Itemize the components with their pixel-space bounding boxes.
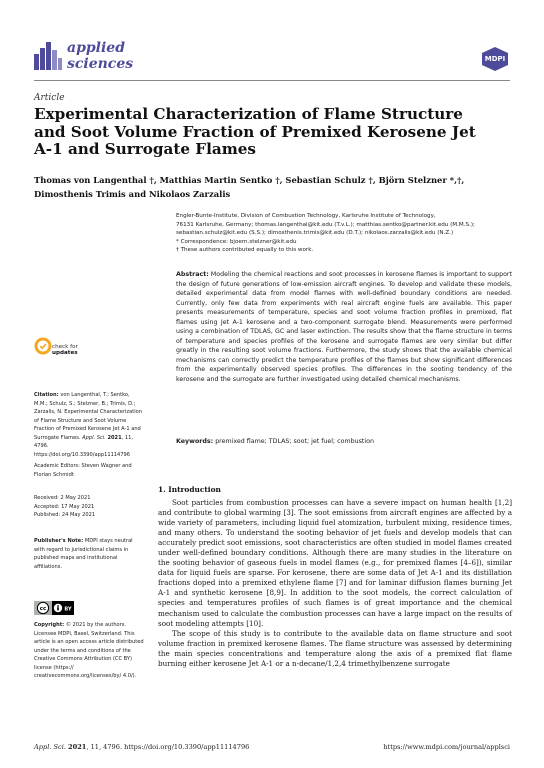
footer-citation [34, 743, 249, 751]
abstract-text: Modeling the chemical reactions and soot processes in kerosene flames is important to support the design of future generations of low-emission aircraft engines. To develop and validate these models, detailed experimental data from model flames with well-defined boundary conditions are needed. Currently, only few data from experiments with real aircraft engine fuels are available. This paper presents measurements of temperature, species and soot volume fraction profiles in premixed, flat flames using Jet A-1 kerosene and a two-component surrogate blend. Measurements were performed using a combination of TDLAS, GC and laser extinction. The results show that the flame structure in terms of temperature and species profiles of the kerosene and surrogate flames are very similar but differ greatly in the resulting soot volume fractions. Furthermore, the study shows that the available chemical mechanisms can correctly predict the temperature profiles of the flames but show significant differences from the experimentally observed species profiles. The differences in the sooting tendency of the kerosene and the surrogate are further investigated using detailed chemical mechanisms. [176, 271, 512, 383]
introduction-body [158, 498, 512, 669]
publisher-note [34, 537, 144, 571]
svg-text:cc: cc [39, 606, 47, 613]
cc-by-license-icon[interactable] [34, 601, 74, 615]
copyright-text: © 2021 by the authors. Licensee MDPI, Basel, Switzerland. This article is an open access article distributed under the terms and conditions of the Creative Commons Attribution (CC BY) license (https:// creativecommons.org/licenses/by/ 4.0/). [34, 622, 144, 679]
academic-editors: Academic Editors: Steven Wagner and Florian Schmidt [34, 463, 132, 478]
copyright-block [34, 621, 144, 681]
citation-label: Citation: [34, 392, 59, 398]
svg-text:BY: BY [64, 606, 72, 613]
footer-journal: Appl. Sci. [34, 743, 66, 751]
accepted-date: Accepted: 17 May 2021 [34, 503, 95, 510]
author-list: Thomas von Langenthal †, Matthias Martin Sentko †, Sebastian Schulz †, Björn Stelzner *,†, Dimosthenis Trimis and Nikolaos Zarzalis [34, 175, 465, 199]
journal-logo-icon [34, 40, 62, 70]
article-type: Article [34, 93, 65, 103]
keywords-text: premixed flame; TDLAS; soot; jet fuel; combustion [215, 438, 374, 445]
affiliation-line: Engler-Bunte-Institute, Division of Combustion Technology, Karlsruhe Institute of Technology, [176, 213, 436, 219]
footer-year: 2021 [68, 743, 87, 751]
published-date: Published: 24 May 2021 [34, 512, 96, 518]
updates-line2: updates [52, 350, 78, 357]
affiliation-line: sebastian.schulz@kit.edu (S.S.); dimosthenis.trimis@kit.edu (D.T.); nikolaos.zarzalis@kit.edu (N.Z.) [176, 230, 454, 237]
footer-doi[interactable]: , 11, 4796. https://doi.org/10.3390/app11114796 [86, 743, 250, 751]
publisher-note-text: MDPI stays neutral with regard to jurisdictional claims in published maps and institutional affiliations. [34, 538, 133, 570]
abstract-label: Abstract: [176, 271, 209, 278]
paragraph: The scope of this study is to contribute to the available data on flame structure and soot volume fraction in premixed kerosene flames. The flame structure was assessed by determining the main species concentrations and temperature along the axis of a premixed flat flame burning either kerosene Jet A-1 or a n-decane/1,2,4 trimethylbenzene surrogate [158, 628, 512, 668]
keywords [176, 437, 512, 447]
correspondence-line: * Correspondence: bjoern.stelzner@kit.edu [176, 238, 297, 245]
publisher-name: MDPI [484, 55, 506, 63]
citation-journal: Appl. Sci. [82, 434, 106, 441]
keywords-label: Keywords: [176, 438, 214, 445]
equal-contribution-note: † These authors contributed equally to this work. [176, 247, 314, 254]
updates-line1: check for [52, 344, 78, 350]
section-heading-introduction: 1. Introduction [158, 485, 221, 494]
publisher-note-label: Publisher's Note: [34, 538, 84, 544]
citation-text: von Langenthal, T.; Sentko, M.M.; Schulz, S.; Stelzner, B.; Trimis, D.; Zarzalis, N. Experimental Characterization of Flame Structure and Soot Volume Fraction of Premixed Kerosene Jet A-1 and Surrogate Flames. [34, 392, 142, 441]
citation-doi[interactable]: , 11, 4796. https://doi.org/10.3390/app11114796 [34, 434, 133, 458]
check-for-updates-label[interactable] [52, 344, 78, 357]
citation-block [34, 391, 144, 459]
affiliation-line: 76131 Karlsruhe, Germany; thomas.langenthal@kit.edu (T.v.L.); matthias.sentko@partner.kit.edu (M.M.S.); [176, 221, 475, 228]
abstract [176, 270, 512, 384]
citation-year: 2021 [107, 434, 122, 441]
received-date: Received: 2 May 2021 [34, 495, 91, 501]
journal-name [67, 40, 133, 72]
copyright-label: Copyright: [34, 622, 65, 628]
journal-name-line1: applied [67, 40, 125, 56]
footer-journal-url[interactable]: https://www.mdpi.com/journal/applsci [383, 743, 510, 751]
header-divider [34, 80, 510, 81]
paragraph: Soot particles from combustion processes can have a severe impact on human health [1,2] and contribute to global warming [3]. The soot emissions from aircraft engines are affected by a wide variety of parameters, including liquid fuel atomization, turbulent mixing, residence times, and many others. To understand the sooting behavior of jet fuels and develop models that can accurately predict soot emissions, soot characteristics are often studied in model flames created under well-defined boundary conditions. Although there are many studies in the literature on the sooting behavior of gaseous fuels in model flames (e.g., for premixed flames [4–6]), similar data for liquid fuels are sparse. For kerosene, there are some data of Jet A-1 and its distillation fractions doped into a premixed ethylene flame [7] and for laminar diffusion flames burning Jet A-1 and synthetic kerosene [8,9]. In addition to the soot models, the correct calculation of species and temperatures profiles of such flames is of great importance and the chemical mechanism used to calculate the combustion processes can have a large impact on the results of soot modeling attempts [10]. [158, 498, 512, 628]
check-for-updates-icon[interactable] [34, 337, 52, 355]
dates-block [34, 494, 144, 520]
affiliation-block [176, 212, 516, 255]
article-title: Experimental Characterization of Flame Structure and Soot Volume Fraction of Premixed Kerosene Jet A-1 and Surrogate Flames [34, 105, 476, 159]
journal-name-line2: sciences [67, 56, 134, 72]
